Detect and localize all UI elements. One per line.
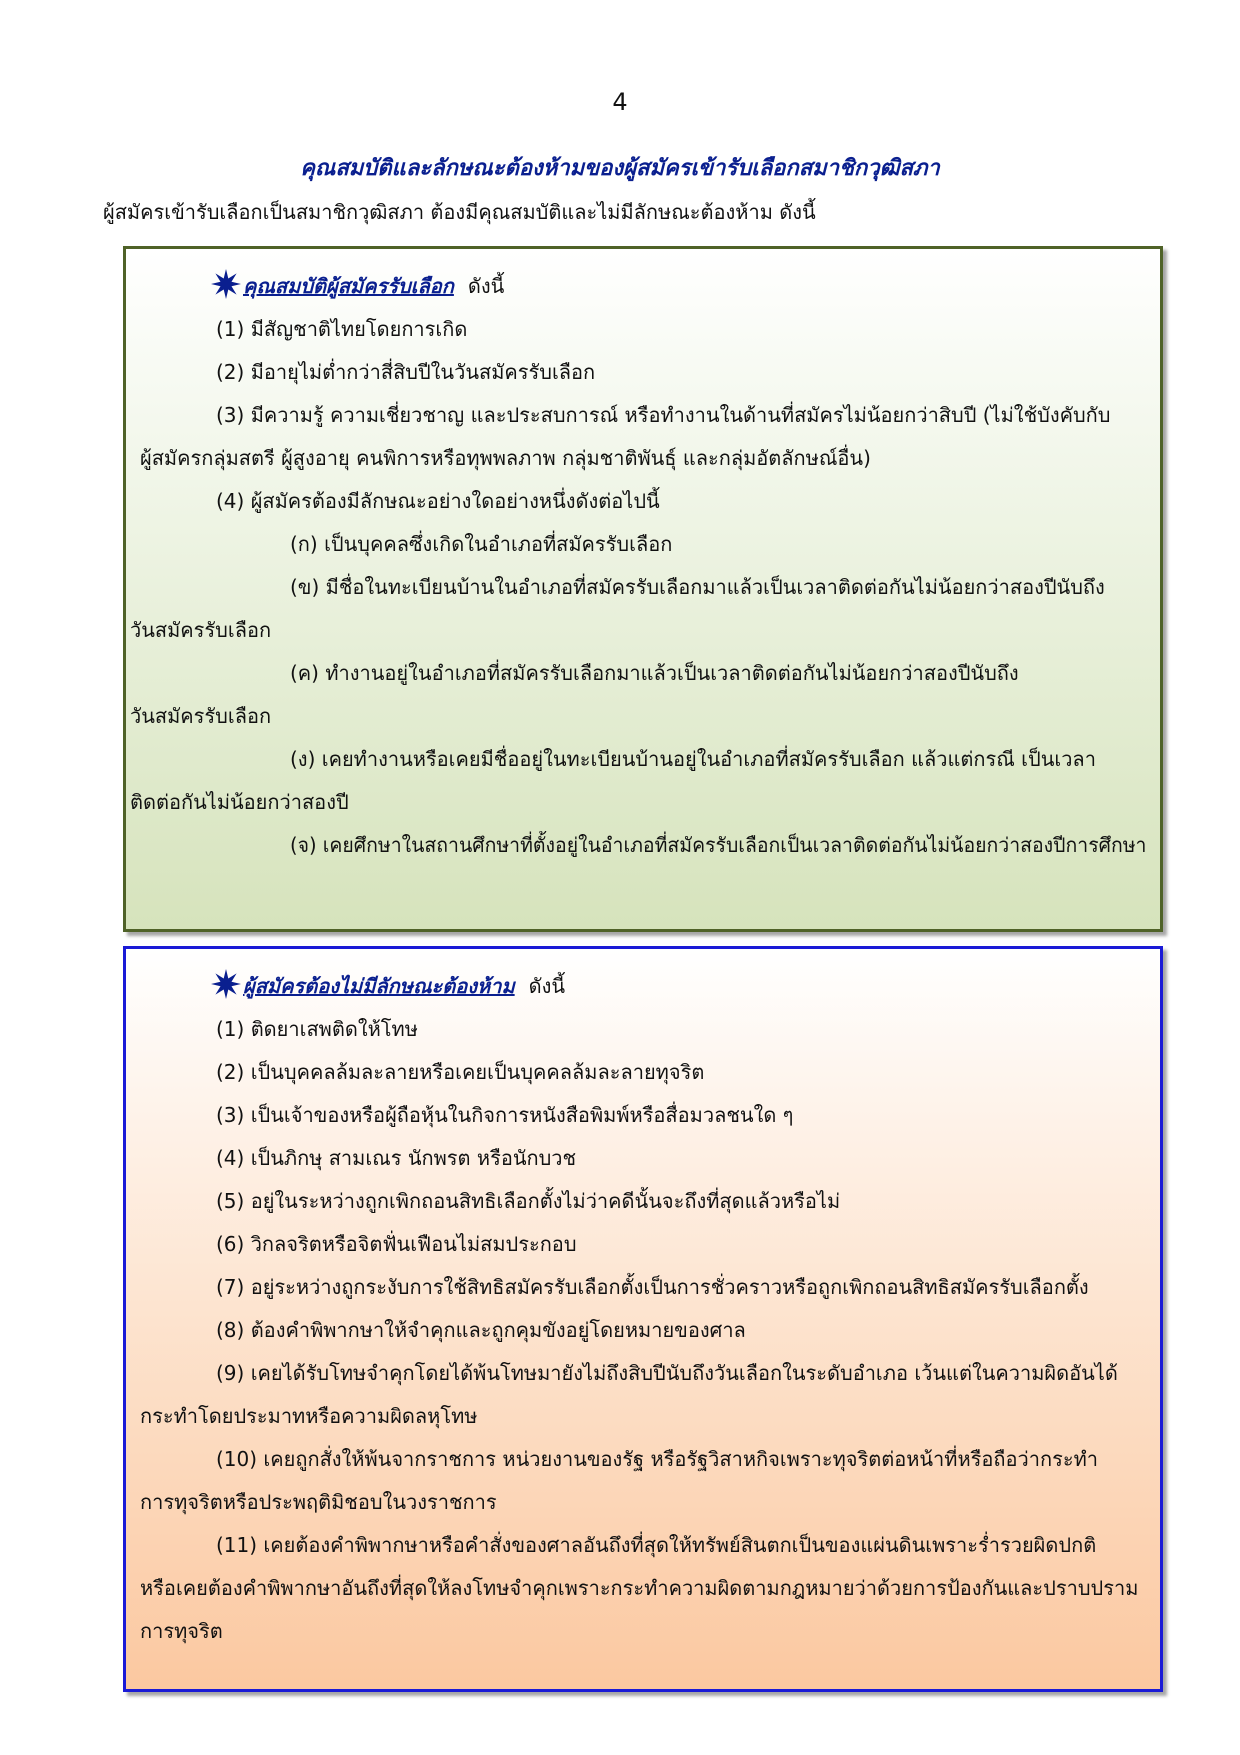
prohibition-line: (5) อยู่ในระหว่างถูกเพิกถอนสิทธิเลือกตั้งไม่ว่าคดีนั้นจะถึงที่สุดแล้วหรือไม่ bbox=[216, 1189, 841, 1213]
prohibitions-heading-suffix: ดังนี้ bbox=[528, 974, 566, 998]
qualification-line: (4) ผู้สมัครต้องมีลักษณะอย่างใดอย่างหนึ่งดังต่อไปนี้ bbox=[216, 489, 660, 513]
prohibition-line: (6) วิกลจริตหรือจิตฟั่นเฟือนไม่สมประกอบ bbox=[216, 1232, 577, 1256]
qualification-line: ผู้สมัครกลุ่มสตรี ผู้สูงอายุ คนพิการหรือทุพพลภาพ กลุ่มชาติพันธุ์ และกลุ่มอัตลักษณ์อื่น) bbox=[140, 446, 871, 470]
page-number: 4 bbox=[612, 88, 628, 116]
prohibitions-heading-row bbox=[211, 969, 565, 1002]
prohibition-line: (9) เคยได้รับโทษจำคุกโดยได้พ้นโทษมายังไม่ถึงสิบปีนับถึงวันเลือกในระดับอำเภอ เว้นแต่ในความผิดอันได้ bbox=[216, 1361, 1118, 1385]
prohibition-line: (1) ติดยาเสพติดให้โทษ bbox=[216, 1017, 418, 1041]
prohibitions-box bbox=[123, 946, 1163, 1692]
qualification-subline: (ก) เป็นบุคคลซึ่งเกิดในอำเภอที่สมัครรับเลือก bbox=[290, 532, 673, 556]
prohibitions-heading: ผู้สมัครต้องไม่มีลักษณะต้องห้าม bbox=[243, 974, 515, 998]
intro-paragraph: ผู้สมัครเข้ารับเลือกเป็นสมาชิกวุฒิสภา ต้องมีคุณสมบัติและไม่มีลักษณะต้องห้าม ดังนี้ bbox=[103, 200, 816, 224]
qualification-subline: (ข) มีชื่อในทะเบียนบ้านในอำเภอที่สมัครรับเลือกมาแล้วเป็นเวลาติดต่อกันไม่น้อยกว่าสองปีนับถึง bbox=[290, 575, 1105, 599]
qualifications-box bbox=[123, 246, 1163, 932]
document-title: คุณสมบัติและลักษณะต้องห้ามของผู้สมัครเข้ารับเลือกสมาชิกวุฒิสภา bbox=[300, 156, 940, 181]
qualifications-heading-suffix: ดังนี้ bbox=[467, 274, 505, 298]
qualifications-heading-row bbox=[211, 269, 504, 302]
prohibition-line: การทุจริต bbox=[140, 1619, 223, 1643]
qualification-subline: (จ) เคยศึกษาในสถานศึกษาที่ตั้งอยู่ในอำเภอที่สมัครรับเลือกเป็นเวลาติดต่อกันไม่น้อยกว่าสองปีการศึกษา bbox=[290, 833, 1147, 857]
prohibition-line: (7) อยู่ระหว่างถูกระงับการใช้สิทธิสมัครรับเลือกตั้งเป็นการชั่วคราวหรือถูกเพิกถอนสิทธิสมัครรับเลือกตั้ง bbox=[216, 1275, 1089, 1299]
qualification-line: (1) มีสัญชาติไทยโดยการเกิด bbox=[216, 317, 468, 341]
qualification-subline: (ค) ทำงานอยู่ในอำเภอที่สมัครรับเลือกมาแล้วเป็นเวลาติดต่อกันไม่น้อยกว่าสองปีนับถึง bbox=[290, 661, 1019, 685]
star-burst-icon bbox=[211, 269, 241, 299]
qualification-line: (2) มีอายุไม่ต่ำกว่าสี่สิบปีในวันสมัครรับเลือก bbox=[216, 360, 596, 384]
qualifications-heading: คุณสมบัติผู้สมัครรับเลือก bbox=[243, 274, 454, 298]
qualification-line: (3) มีความรู้ ความเชี่ยวชาญ และประสบการณ์ หรือทำงานในด้านที่สมัครไม่น้อยกว่าสิบปี (ไม่ใช้บังคับกับ bbox=[216, 403, 1111, 427]
qualification-subline: วันสมัครรับเลือก bbox=[130, 618, 272, 642]
prohibition-line: (8) ต้องคำพิพากษาให้จำคุกและถูกคุมขังอยู่โดยหมายของศาล bbox=[216, 1318, 746, 1342]
prohibition-line: (10) เคยถูกสั่งให้พ้นจากราชการ หน่วยงานของรัฐ หรือรัฐวิสาหกิจเพราะทุจริตต่อหน้าที่หรือถือว่ากระทำ bbox=[216, 1447, 1099, 1471]
prohibition-line: (11) เคยต้องคำพิพากษาหรือคำสั่งของศาลอันถึงที่สุดให้ทรัพย์สินตกเป็นของแผ่นดินเพราะร่ำรวยผิดปกติ bbox=[216, 1533, 1097, 1557]
prohibition-line: (2) เป็นบุคคลล้มละลายหรือเคยเป็นบุคคลล้มละลายทุจริต bbox=[216, 1060, 705, 1084]
qualification-subline: ติดต่อกันไม่น้อยกว่าสองปี bbox=[130, 790, 349, 814]
qualification-subline: วันสมัครรับเลือก bbox=[130, 704, 272, 728]
star-burst-icon bbox=[211, 969, 241, 999]
prohibition-line: การทุจริตหรือประพฤติมิชอบในวงราชการ bbox=[140, 1490, 497, 1514]
prohibition-line: กระทำโดยประมาทหรือความผิดลหุโทษ bbox=[140, 1404, 478, 1428]
prohibition-line: หรือเคยต้องคำพิพากษาอันถึงที่สุดให้ลงโทษจำคุกเพราะกระทำความผิดตามกฎหมายว่าด้วยการป้องกันและปราบปราม bbox=[140, 1576, 1139, 1600]
prohibition-line: (3) เป็นเจ้าของหรือผู้ถือหุ้นในกิจการหนังสือพิมพ์หรือสื่อมวลชนใด ๆ bbox=[216, 1103, 794, 1127]
prohibition-line: (4) เป็นภิกษุ สามเณร นักพรต หรือนักบวช bbox=[216, 1146, 577, 1170]
qualification-subline: (ง) เคยทำงานหรือเคยมีชื่ออยู่ในทะเบียนบ้านอยู่ในอำเภอที่สมัครรับเลือก แล้วแต่กรณี เป็นเวลา bbox=[290, 747, 1096, 771]
